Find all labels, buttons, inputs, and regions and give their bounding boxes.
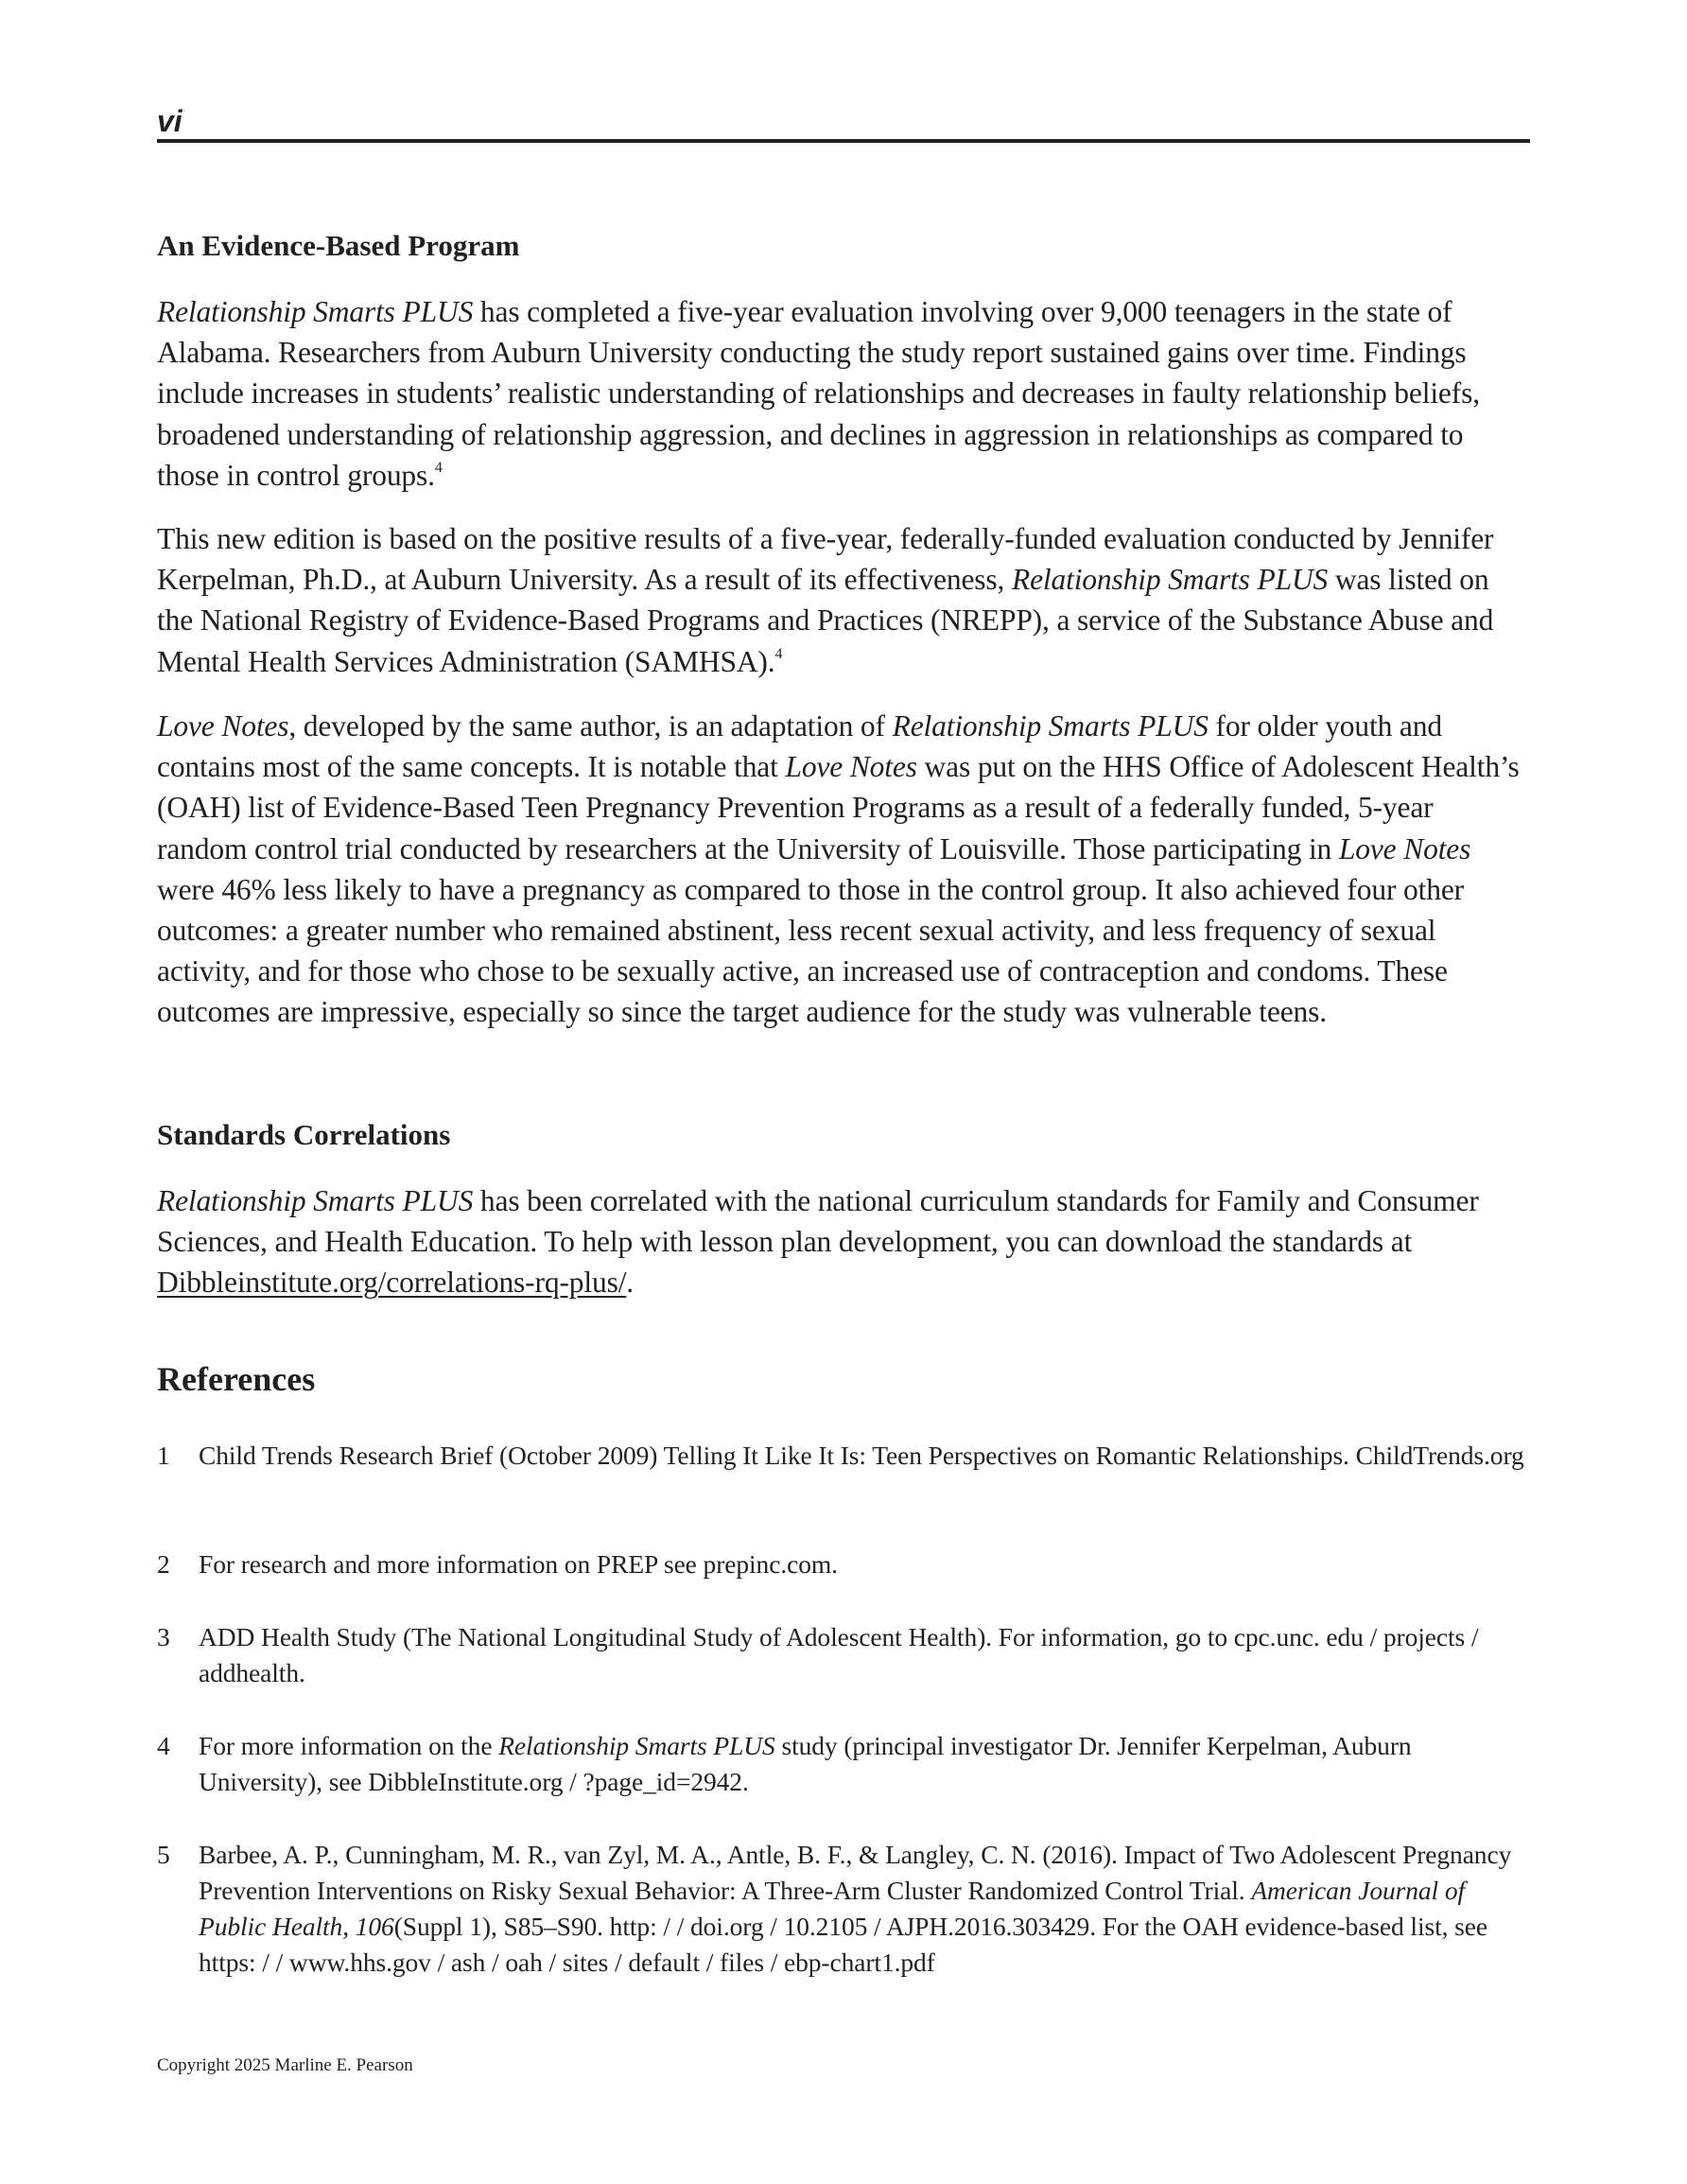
paragraph-text: This new edition is based on the positive results of a five-year, federally-funded evaluation conducted by Jennifer Kerpelman, Ph.D., at Auburn University. As a result of its effectiveness, Relationship Smarts PLUS was listed on the National Registry of Evidence-Based Programs and Practices (NREPP), a service of the Substance Abuse and Mental Health Services Administration (SAMHSA).$^4$	[157, 522, 1494, 678]
paragraph-text: Love Notes, developed by the same author, is an adaptation of Relationship Smarts PLUS for older youth and contains most of the same concepts. It is notable that Love Notes was put on the HHS Office of Adolescent Health’s (OAH) list of Evidence-Based Teen Pregnancy Prevention Programs as a result of a federally funded, 5-year random control trial conducted by researchers at the University of Louisville. Those participating in Love Notes were 46% less likely to have a pregnancy as compared to those in the control group. It also achieved four other outcomes: a greater number who remained abstinent, less recent sexual activity, and less frequency of sexual activity, and for those who chose to be sexually active, an increased use of contraception and condoms. These outcomes are impressive, especially so since the target audience for the study was vulnerable teens.	[157, 709, 1520, 1029]
italic-title: Relationship Smarts PLUS	[157, 295, 474, 328]
footnote-marker: 4	[774, 645, 783, 662]
italic-title: Love Notes	[785, 750, 917, 784]
reference-number: 5	[157, 1840, 170, 1869]
evidence-paragraph-3	[157, 706, 1530, 1033]
reference-item	[157, 1837, 1530, 1981]
italic-title: Relationship Smarts PLUS	[1011, 563, 1329, 597]
references-heading: References	[157, 1360, 316, 1398]
reference-number: 2	[157, 1549, 170, 1579]
copyright-footer: Copyright 2025 Marline E. Pearson	[157, 2055, 413, 2075]
footnote-marker: 4	[434, 459, 443, 476]
reference-item	[157, 1438, 1530, 1474]
evidence-paragraph-2	[157, 518, 1530, 682]
reference-item	[157, 1619, 1530, 1691]
reference-number: 3	[157, 1622, 170, 1651]
reference-text: Barbee, A. P., Cunningham, M. R., van Zyl, M. A., Antle, B. F., & Langley, C. N. (2016). Impact of Two Adolescent Pregnancy Prevention Interventions on Risky Sexual Behavior: A Three-Arm Cluster Randomized Control Trial. American Journal of Public Health, 106(Suppl 1), S85–S90. http: / / doi.org / 10.2105 / AJPH.2016.303429. For the OAH evidence-based list, see https: / / www.hhs.gov / ash / oah / sites / default / files / ebp-chart1.pdf	[199, 1840, 1512, 1977]
paragraph-text: Relationship Smarts PLUS has been correlated with the national curriculum standards for Family and Consumer Sciences, and Health Education. To help with lesson plan development, you can download the standards at Dibbleinstitute.org/correlations-rq-plus/.	[157, 1184, 1479, 1300]
standards-paragraph	[157, 1180, 1530, 1303]
reference-item	[157, 1728, 1530, 1800]
reference-item	[157, 1546, 1530, 1582]
italic-title: Love Notes	[1338, 831, 1471, 865]
reference-text: For research and more information on PREP see prepinc.com.	[199, 1549, 838, 1579]
reference-text: Child Trends Research Brief (October 2009) Telling It Like It Is: Teen Perspectives on Romantic Relationships. ChildTrends.org	[199, 1441, 1524, 1470]
italic-title: American Journal of Public Health, 106	[199, 1876, 1466, 1941]
section-heading-evidence: An Evidence-Based Program	[157, 229, 520, 262]
page-number: vi	[157, 104, 183, 138]
italic-title: Relationship Smarts PLUS	[892, 709, 1209, 743]
reference-number: 4	[157, 1731, 170, 1760]
italic-title: Love Notes	[157, 709, 289, 743]
standards-section	[157, 1116, 1530, 1154]
italic-title: Relationship Smarts PLUS	[157, 1184, 474, 1217]
paragraph-text: Relationship Smarts PLUS has completed a five-year evaluation involving over 9,000 teenagers in the state of Alabama. Researchers from Auburn University conducting the study report sustained gains over time. Findings include increases in students’ realistic understanding of relationships and decreases in faulty relationship beliefs, broadened understanding of relationship aggression, and declines in aggression in relationships as compared to those in control groups.$^4$	[157, 295, 1480, 492]
correlations-link[interactable]: Dibbleinstitute.org/correlations-rq-plus/	[157, 1266, 627, 1300]
italic-title: Relationship Smarts PLUS	[498, 1731, 775, 1760]
evidence-paragraph-1	[157, 291, 1530, 496]
references-section	[157, 1358, 1530, 1400]
reference-text: For more information on the Relationship Smarts PLUS study (principal investigator Dr. Jennifer Kerpelman, Auburn University), see DibbleInstitute.org / ?page_id=2942.	[199, 1731, 1412, 1796]
evidence-section	[157, 227, 1530, 265]
reference-number: 1	[157, 1441, 170, 1470]
reference-text: ADD Health Study (The National Longitudinal Study of Adolescent Health). For information, go to cpc.unc. edu / projects / addhealth.	[199, 1622, 1479, 1687]
header-rule	[157, 139, 1530, 143]
section-heading-standards: Standards Correlations	[157, 1118, 451, 1151]
